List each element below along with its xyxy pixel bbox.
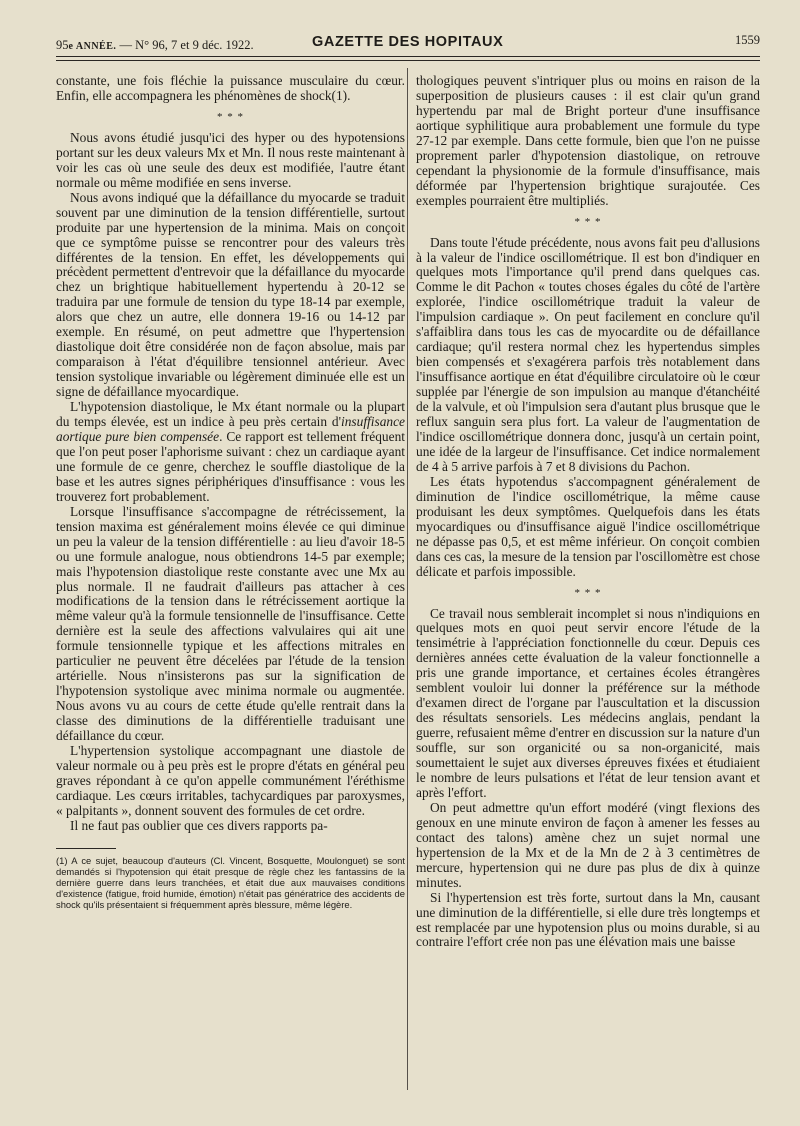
paragraph: Nous avons étudié jusqu'ici des hyper ou des hypotensions portant sur les deux valeurs Mx et Mn. Il nous reste maintenant à voir les cas où une seule des deux est modifiée, l'autre étant normale ou même modifiée en sens inverse. <box>56 129 405 190</box>
paragraph: Si l'hypertension est très forte, surtout dans la Mn, causant une diminution de la différentielle, si elle dure très longtemps et est remplacée par une hypotension plus ou moins durable, si au contraire l'effort crée non pas une élévation mais une baisse <box>416 889 760 950</box>
column-divider <box>407 68 408 1090</box>
header-rule-thin <box>56 60 760 61</box>
paragraph: Il ne faut pas oublier que ces divers rapports pa- <box>70 817 328 833</box>
paragraph <box>56 400 405 505</box>
footnote: (1) A ce sujet, beaucoup d'auteurs (Cl. Vincent, Bosquette, Moulonguet) se sont demandés si l'hypotension qui était presque de règle chez les fantassins de la dernière guerre dans leurs tranchées, et était due aux mauvaises conditions d'existence (fatigue, froid humide, émotion) n'était pas génératrice des accidents de shock qu'ils présentaient si fréquemment après blessure, même légère. <box>56 854 405 910</box>
edition-number: 95 <box>56 38 69 52</box>
paragraph: Dans toute l'étude précédente, nous avons fait peu d'allusions à la valeur de l'indice oscillométrique. Il est bon d'indiquer en quelques mots l'importance qu'il prend dans quelques cas. Comme le dit Pachon « toutes choses égales du côté de l'artère explorée, l'indice oscillométrique traduit la valeur de l'impulsion cardiaque ». On peut facilement en conclure qu'il s'affaiblira dans tous les cas de myocardite ou de défaillance cardiaque; qu'il restera normal chez les hypertendus simples bien compensés et s'exagérera parfois très notablement dans l'insuffisance aortique en état d'équilibre circulatoire où le cœur supplée par l'énergie de son impulsion au manque d'étanchéité de la valvule, et où l'impulsion sera d'autant plus brusque que le reflux sanguin sera plus fort. La valeur de l'augmentation de l'indice oscillométrique donnera donc, jusqu'à un certain point, une idée de la largeur de l'insuffisance. Cet indice normalement de 4 à 5 arrive parfois à 7 et 8 divisions du Pachon. <box>416 234 760 474</box>
paragraph: L'hypertension systolique accompagnant une diastole de valeur normale ou à peu près est le propre d'états en général peu graves répondant à ce qu'on appelle communément l'éréthisme cardiaque. Les cœurs irritables, tachycardiques par paroxysmes, « palpitants », donnent souvent des formules de cet ordre. <box>56 742 405 818</box>
paragraph: constante, une fois fléchie la puissance musculaire du cœur. Enfin, elle accompagnera les phénomènes de shock(1). <box>56 73 405 103</box>
edition-label: e ANNÉE. <box>68 41 117 52</box>
section-separator: * * * <box>574 215 602 228</box>
text-run: . Ce rapport est tellement fréquent que l'on peut poser l'aphorisme suivant : chez un cardiaque ayant une formule de ce genre, cherchez le souffle diastolique de la base et les autres signes périphériques d'insuffisance : vous les trouverez fort probablement. <box>56 428 405 504</box>
page-header <box>56 30 760 52</box>
text-run: L'hypotension diastolique, le Mx étant normale ou la plupart du temps élevée, est un indice à peu près certain d' <box>56 399 405 430</box>
issue-info <box>56 38 254 53</box>
issue-date: — N° 96, 7 et 9 déc. 1922. <box>119 38 254 52</box>
section-separator: * * * <box>574 586 602 599</box>
paragraph: Les états hypotendus s'accompagnent généralement de diminution de l'indice oscillométrique, la même cause produisant les deux symptômes. Quelquefois dans les états myocardiques ou d'insuffisance aiguë l'indice oscillométrique ne dépasse pas 0,5, et est même inférieur. On conçoit combien dans ces cas, la mesure de la tension par l'oscillomètre est chose délicate et parfois impossible. <box>416 473 760 579</box>
paragraph: Ce travail nous semblerait incomplet si nous n'indiquions en quelques mots en quoi peut servir encore l'étude de la tensimétrie à l'appréciation fonctionnelle du cœur. Depuis ces dernières années cette évaluation de la valeur fonctionnelle a pris une grande importance, et certaines écoles étrangères semblent vouloir lui donner la préférence sur la méthode d'examen direct de l'organe par l'auscultation et la discussion des résultats sensoriels. Les médecins anglais, pendant la guerre, refusaient même d'entrer en discussion sur la nature d'un souffle, sur son organicité ou sa non-organicité, mais soumettaient le sujet aux diverses épreuves fixées et étudiaient le nombre de leurs pulsations et l'état de leur tension avant et après l'effort. <box>416 605 760 800</box>
page-number: 1559 <box>735 33 760 47</box>
paragraph: thologiques peuvent s'intriquer plus ou moins en raison de la superposition de plusieurs causes : il est clair qu'un grand hypertendu par mal de Bright porteur d'une insuffisance aortique syphilitique aura probablement une formule du type 27-12 par exemple. Dans cette formule, bien que l'on ne puisse proprement parler d'hypotension diastolique, on retrouve cependant la physionomie de la formule d'insuffisance, mais déformée par l'hypertension brightique surajoutée. Ces exemples pourraient être multipliés. <box>416 73 760 208</box>
section-separator: * * * <box>217 110 244 123</box>
emphasis-text: insuffisance aortique pure bien compensée <box>56 414 405 444</box>
left-column <box>56 74 405 910</box>
footnote-rule <box>56 848 116 849</box>
journal-title: GAZETTE DES HOPITAUX <box>312 34 504 50</box>
right-column <box>416 74 760 950</box>
paragraph: Lorsque l'insuffisance s'accompagne de rétrécissement, la tension maxima est généralement moins élevée ce qui diminue un peu la valeur de la tension différentielle : au lieu d'avoir 18-5 ou une formule analogue, nous obtiendrons 14-5 par exemple; mais l'hypotension diastolique reste constante avec une Mx au plus normale. Il ne faudrait d'ailleurs pas attacher à ces modifications de la tension dans le rétrécissement aortique la même valeur qu'à la formule tensionnelle de l'insuffisance. Cette dernière est la seule des affections valvulaires qui ait une formule tensionnelle typique et les affections mitrales en particulier ne peuvent être décelées par l'étude de la tension artérielle. Nous n'insisterons pas sur la signification de l'hypotension systolique avec minima normale ou augmentée. Nous avons vu au cours de cette étude qu'elle rentrait dans la classe des diminutions de la différentielle traduisant une défaillance du cœur. <box>56 503 405 744</box>
paragraph: Nous avons indiqué que la défaillance du myocarde se traduit souvent par une diminution de la tension différentielle, surtout produite par une hypertension de la minima. Mais on conçoit que ce symptôme puisse se rencontrer pour des valeurs très différentes de la tension. En effet, les développements qui précèdent permettent d'entrevoir que la défaillance du myocarde chez un brightique habituellement hypertendu à 20-12 se traduira par une formule de tension du type 18-14 par exemple, alors que chez un autre, elle donnera 19-16 ou 14-12 par exemple. En résumé, on peut admettre que l'hypertension diastolique doit être considérée non de façon absolue, mais par comparaison à l'état d'équilibre tensionnel antérieur. Avec tension systolique invariable ou légèrement diminuée elle est un signe de défaillance myocardique. <box>56 189 405 400</box>
paragraph: On peut admettre qu'un effort modéré (vingt flexions des genoux en une minute environ de façon à amener les fesses au contact des talons) amène chez un sujet normal une hypertension de la Mx et de la Mn de 2 à 3 centimètres de mercure, hypertension qui ne dure pas plus de dix à quinze minutes. <box>416 799 760 890</box>
header-rule <box>56 56 760 57</box>
